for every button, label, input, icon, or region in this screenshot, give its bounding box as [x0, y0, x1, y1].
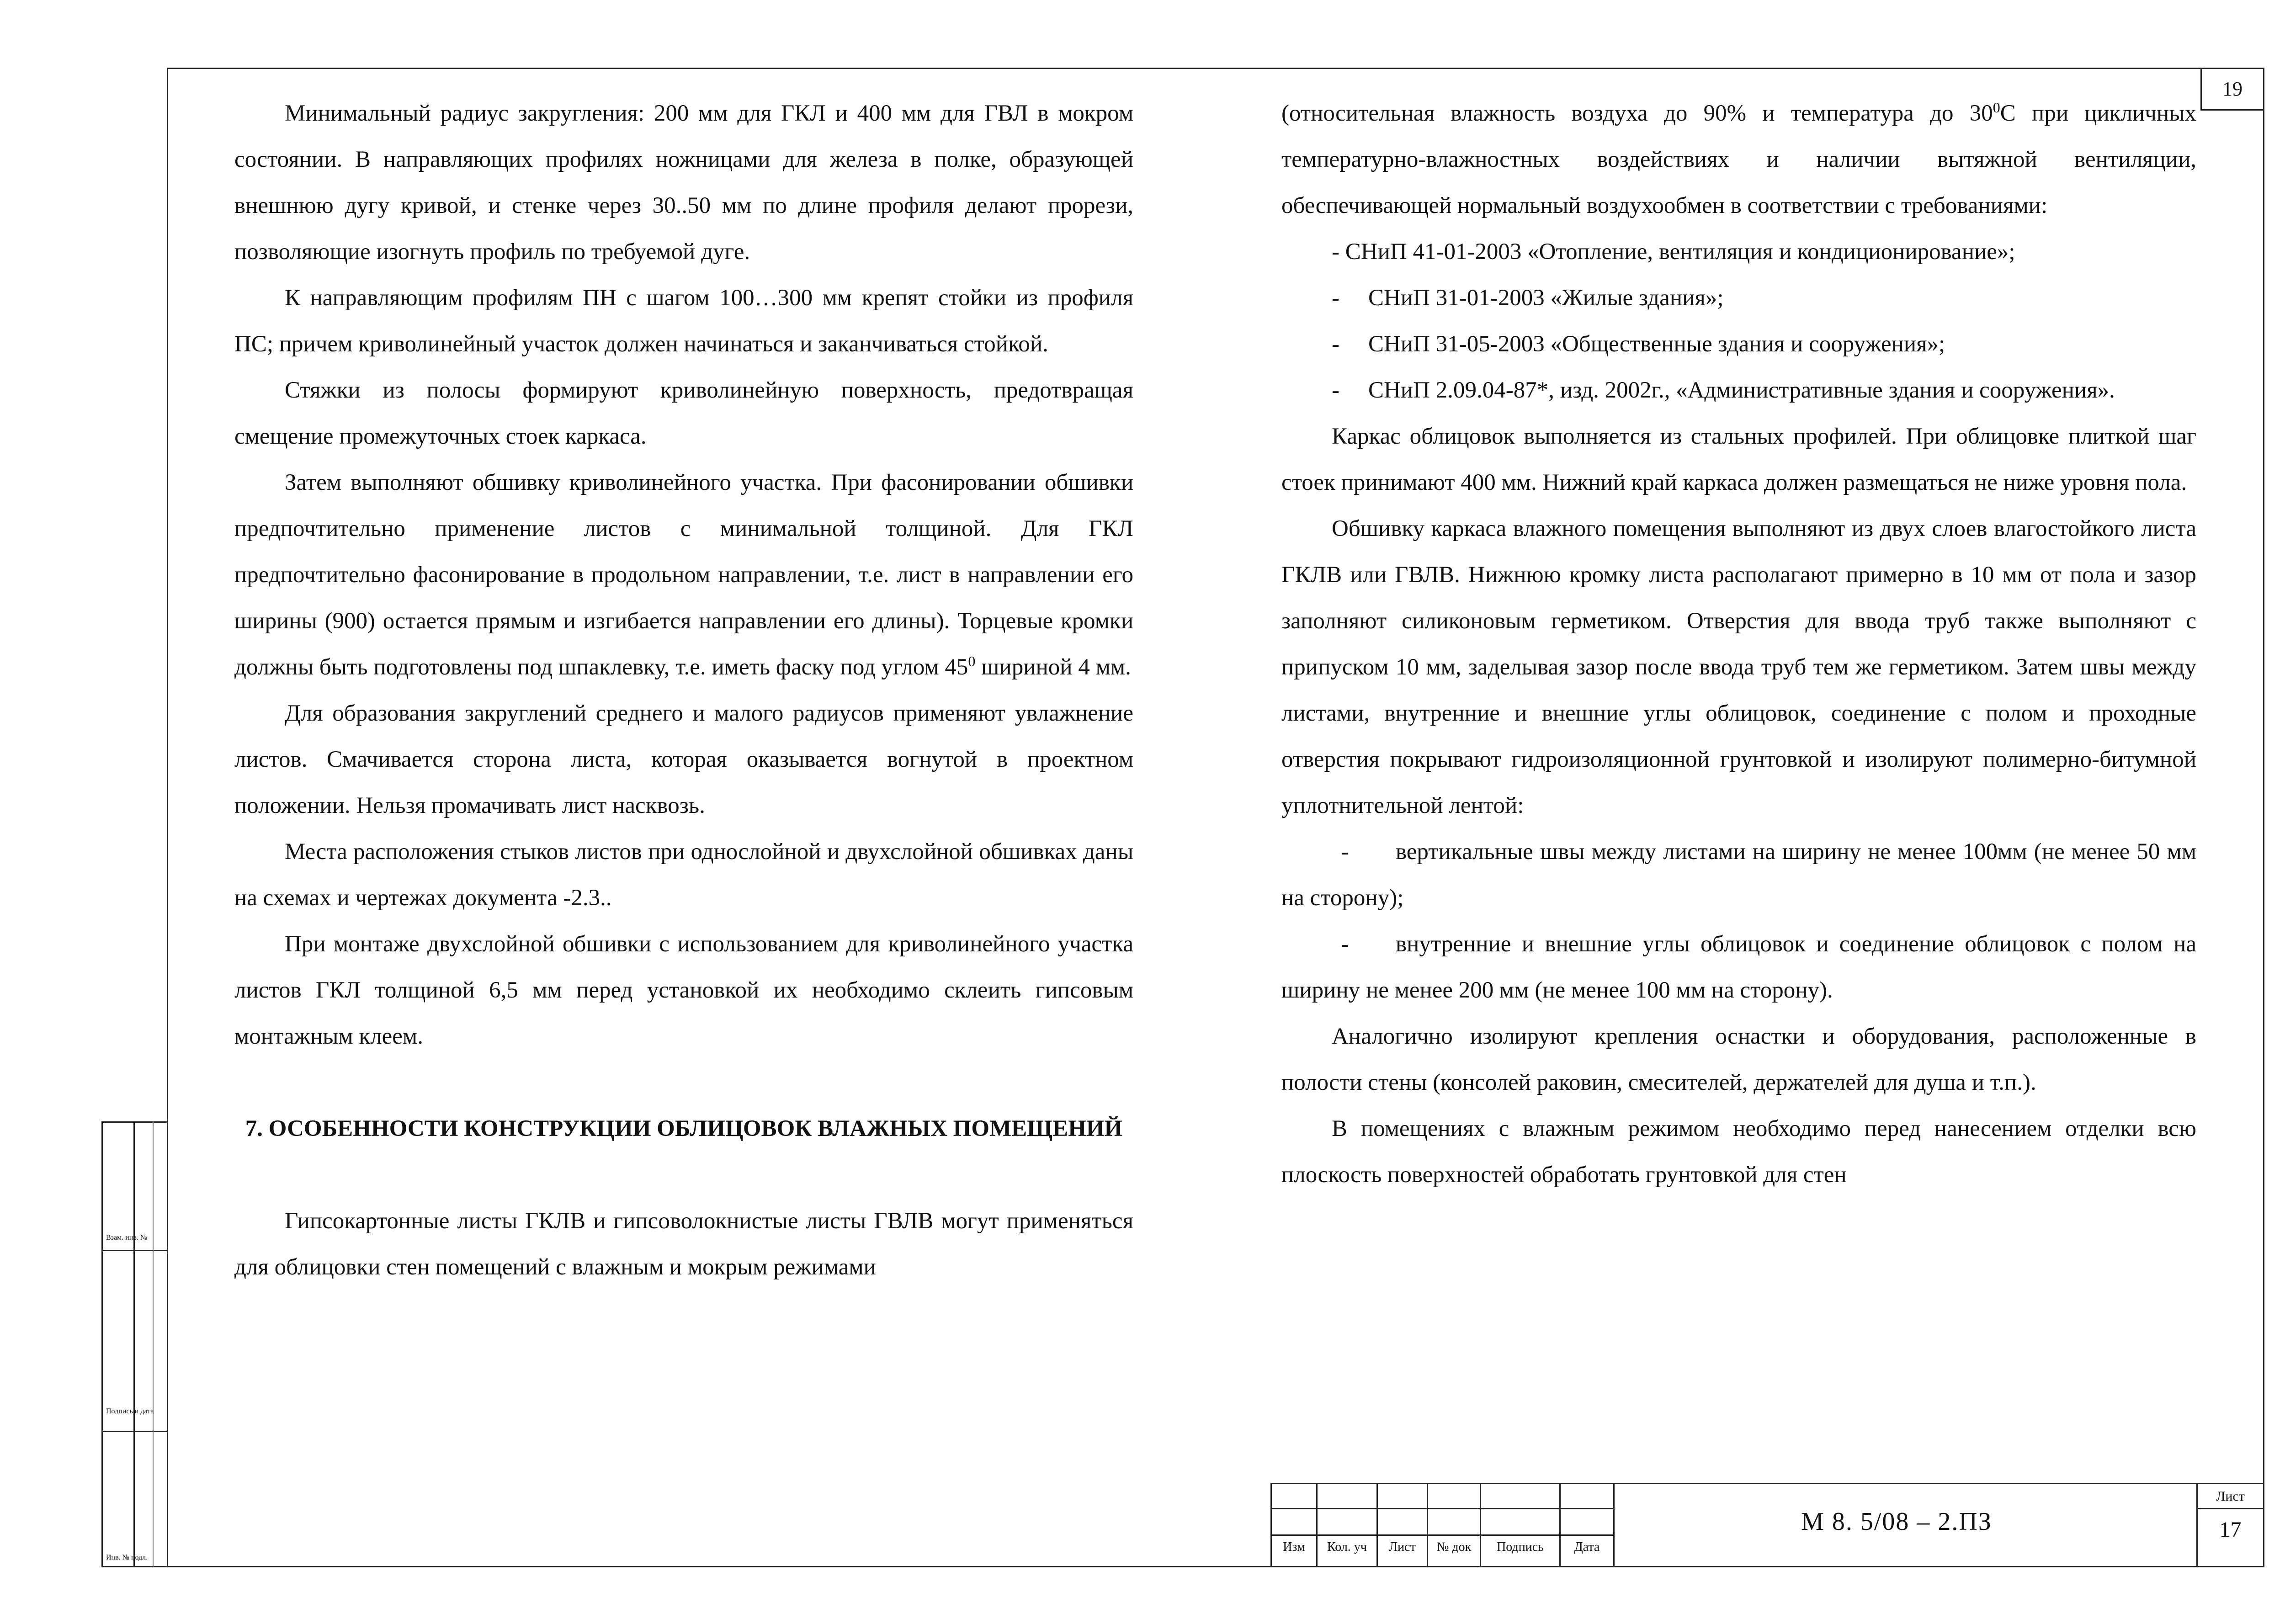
paragraph-text: С при цикличных температурно-влажностных воздействиях и наличии вытяжной вентиляции, обеспечивающей нормальный воздухообмен в соответствии с требованиями: — [1281, 101, 2197, 218]
sheet-number: 17 — [2219, 1518, 2242, 1542]
sheet-label: Лист — [2216, 1489, 2245, 1504]
page-number: 19 — [2200, 68, 2264, 111]
paragraph-text: Затем выполняют обшивку криволинейного участка. При фасонировании обшивки предпочтительно применение листов с минимальной толщиной. Для ГКЛ предпочтительно фасонирование в продольном направлении, т.е. лист в направлении его ширины (900) остается прямым и изгибается направлении его длины). Торцевые кромки должны быть подготовлены под шпаклевку, т.е. иметь фаску под углом 45 — [234, 470, 1133, 680]
title-block-caption: Лист — [1389, 1540, 1416, 1554]
left-column — [234, 90, 1133, 1290]
paragraph: В помещениях с влажным режимом необходимо перед нанесением отделки всю плоскость поверхностей обработать грунтовкой для стен — [1281, 1116, 2196, 1188]
paragraph: При монтаже двухслойной обшивки с использованием для криволинейного участка листов ГКЛ толщиной 6,5 мм перед установкой их необходимо склеить гипсовым монтажным клеем. — [234, 931, 1133, 1049]
list-item-text: вертикальные швы между листами на ширину не менее 100мм (не менее 50 мм на сторону); — [1281, 839, 2196, 911]
superscript: 0 — [1993, 99, 2000, 116]
list-item: - вертикальные швы между листами на ширину не менее 100мм (не менее 50 мм на сторону); — [1281, 839, 2196, 911]
paragraph-text: (относительная влажность воздуха до 90% и температура до 30 — [1281, 101, 1993, 126]
paragraph: К направляющим профилям ПН с шагом 100…300 мм крепят стойки из профиля ПС; причем криволинейный участок должен начинаться и заканчиваться стойкой. — [234, 285, 1133, 357]
paragraph: Аналогично изолируют крепления оснастки и оборудования, расположенные в полости стены (консолей раковин, смесителей, держателей для душа и т.п.). — [1281, 1024, 2196, 1095]
right-column — [1281, 90, 2196, 1198]
title-block-caption: Изм — [1283, 1540, 1305, 1554]
title-block-caption: № док — [1436, 1540, 1472, 1554]
document-code: М 8. 5/08 – 2.ПЗ — [1801, 1507, 1992, 1536]
list-item-text: СНиП 2.09.04-87*, изд. 2002г., «Административные здания и сооружения». — [1368, 377, 2115, 403]
list-item-text: внутренние и внешние углы облицовок и соединение облицовок с полом на ширину не менее 200 мм (не менее 100 мм на сторону). — [1281, 931, 2196, 1003]
list-item: - СНиП 31-01-2003 «Жилые здания»; — [1281, 275, 2196, 321]
paragraph: Стяжки из полосы формируют криволинейную поверхность, предотвращая смещение промежуточных стоек каркаса. — [234, 377, 1133, 449]
paragraph: Гипсокартонные листы ГКЛВ и гипсоволокнистые листы ГВЛВ могут применяться для облицовки стен помещений с влажным и мокрым режимами — [234, 1208, 1133, 1280]
list-item: - СНиП 31-05-2003 «Общественные здания и сооружения»; — [1281, 321, 2196, 367]
superscript: 0 — [968, 653, 976, 669]
paragraph — [1281, 90, 2196, 229]
list-item-text: СНиП 31-05-2003 «Общественные здания и сооружения»; — [1368, 331, 1945, 357]
list-item: - внутренние и внешние углы облицовок и соединение облицовок с полом на ширину не менее 200 мм (не менее 100 мм на сторону). — [1281, 931, 2196, 1003]
title-block-caption: Кол. уч — [1327, 1540, 1367, 1554]
stamp-label: Взам. инв. № — [106, 1234, 148, 1242]
stamp-label: Подпись и дата — [106, 1407, 154, 1415]
paragraph: Для образования закруглений среднего и малого радиусов применяют увлажнение листов. Смачивается сторона листа, которая оказывается вогнутой в проектном положении. Нельзя промачивать лист насквозь. — [234, 701, 1133, 818]
title-block-caption: Подпись — [1497, 1540, 1544, 1554]
paragraph-text: шириной 4 мм. — [975, 654, 1131, 680]
stamp-label: Инв. № подл. — [106, 1554, 148, 1561]
paragraph: Минимальный радиус закругления: 200 мм для ГКЛ и 400 мм для ГВЛ в мокром состоянии. В направляющих профилях ножницами для железа в полке, образующей внешнюю дугу кривой, и стенке через 30..50 мм по длине профиля делают прорези, позволяющие изогнуть профиль по требуемой дуге. — [234, 101, 1133, 265]
paragraph: Места расположения стыков листов при однослойной и двухслойной обшивках даны на схемах и чертежах документа -2.3.. — [234, 839, 1133, 911]
list-item-text: СНиП 31-01-2003 «Жилые здания»; — [1368, 285, 1724, 311]
paragraph — [234, 460, 1133, 690]
list-item: - СНиП 41-01-2003 «Отопление, вентиляция и кондиционирование»; — [1332, 239, 2015, 265]
list-item: - СНиП 2.09.04-87*, изд. 2002г., «Административные здания и сооружения». — [1281, 367, 2196, 414]
paragraph: Каркас облицовок выполняется из стальных профилей. При облицовке плиткой шаг стоек принимают 400 мм. Нижний край каркаса должен размещаться не ниже уровня пола. — [1281, 424, 2196, 495]
title-block-caption: Дата — [1574, 1540, 1600, 1554]
section-heading: 7. ОСОБЕННОСТИ КОНСТРУКЦИИ ОБЛИЦОВОК ВЛАЖНЫХ ПОМЕЩЕНИЙ — [245, 1116, 1123, 1141]
paragraph: Обшивку каркаса влажного помещения выполняют из двух слоев влагостойкого листа ГКЛВ или ГВЛВ. Нижнюю кромку листа располагают примерно в 10 мм от пола и зазор заполняют силиконовым герметиком. Отверстия для ввода труб также выполняют с припуском 10 мм, заделывая зазор после ввода труб тем же герметиком. Затем швы между листами, внутренние и внешние углы облицовок, соединение с полом и проходные отверстия покрывают гидроизоляционной грунтовкой и изолируют полимерно-битумной уплотнительной лентой: — [1281, 516, 2196, 818]
